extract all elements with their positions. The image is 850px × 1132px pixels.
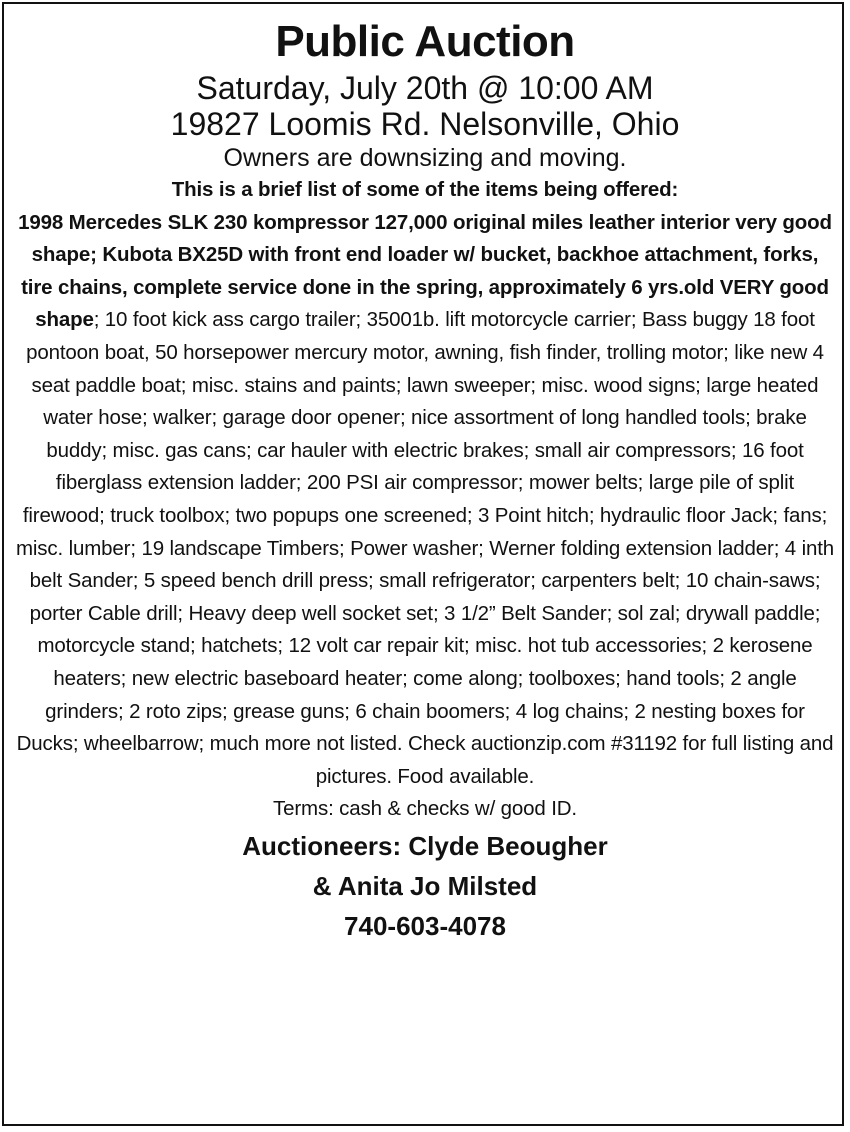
- item-description: [12, 174, 838, 826]
- terms: Terms: cash & checks w/ good ID.: [273, 797, 577, 821]
- auctioneers-line-1: Auctioneers: Clyde Beougher: [242, 830, 608, 861]
- items-intro: This is a brief list of some of the items being offered:: [171, 178, 679, 201]
- ad-title: Public Auction: [275, 17, 575, 66]
- auction-ad: [12, 14, 838, 946]
- auctioneers-line-2: & Anita Jo Milsted: [312, 870, 538, 901]
- owners-note: Owners are downsizing and moving.: [223, 144, 627, 172]
- auction-date-time: Saturday, July 20th @ 10:00 AM: [196, 70, 654, 106]
- item-list: ; 10 foot kick ass cargo trailer; 35001b. lift motorcycle carrier; Bass buggy 18 foot pontoon boat, 50 horsepower mercury motor, awning, fish finder, trolling motor; like new 4 seat paddle boat; misc. stains and paints; lawn sweeper; misc. wood signs; large heated water hose; walker; garage door opener; nice assortment of long handled tools; brake buddy; misc. gas cans; car hauler with electric brakes; small air compressors; 16 foot fiberglass extension ladder; 200 PSI air compressor; mower belts; large pile of split firewood; truck toolbox; two popups one screened; 3 Point hitch; hydraulic floor Jack; fans; misc. lumber; 19 landscape Timbers; Power washer; Werner folding extension ladder; 4 inth belt Sander; 5 speed bench drill press; small refrigerator; carpenters belt; 10 chain-saws; porter Cable drill; Heavy deep well socket set; 3 1/2” Belt Sander; sol zal; drywall paddle; motorcycle stand; hatchets; 12 volt car repair kit; misc. hot tub accessories; 2 kerosene heaters; new electric baseboard heater; come along; toolboxes; hand tools; 2 angle grinders; 2 roto zips; grease guns; 6 chain boomers; 4 log chains; 2 nesting boxes for Ducks; wheelbarrow; much more not listed. Check auctionzip.com #31192 for full listing and pictures. Food available.: [15, 308, 835, 788]
- auction-address: 19827 Loomis Rd. Nelsonville, Ohio: [170, 106, 680, 142]
- highlight-items: 1998 Mercedes SLK 230 kompressor 127,000 original miles leather interior very good shape; Kubota BX25D with front end loader w/ bucket, backhoe attachment, forks, tire chains, complete service done in the spring, approximately 6 yrs.old VERY good shape: [18, 210, 832, 332]
- phone-number: 740-603-4078: [344, 910, 506, 941]
